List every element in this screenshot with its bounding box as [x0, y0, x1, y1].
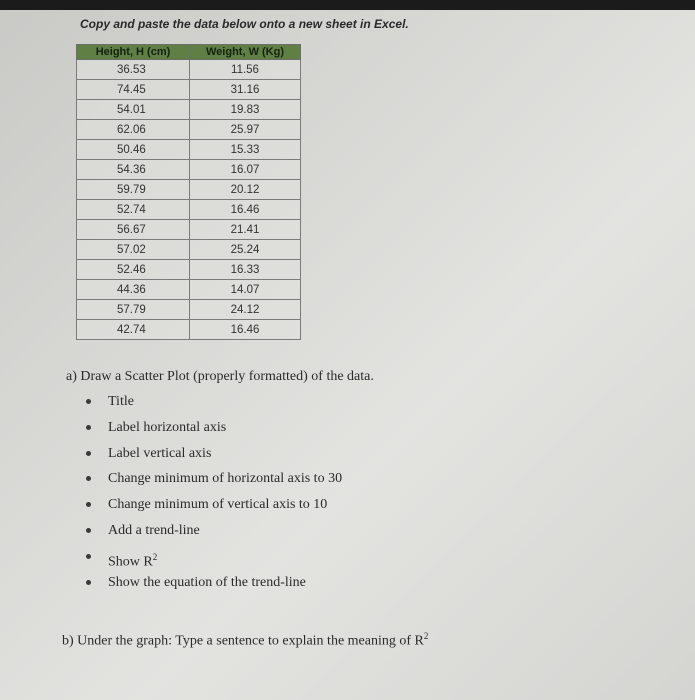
height-cell: 54.36	[77, 160, 190, 180]
table-row	[77, 180, 301, 200]
table-row	[77, 260, 301, 280]
height-cell: 62.06	[77, 120, 190, 140]
height-column-header: Height, H (cm)	[77, 45, 190, 60]
weight-cell: 19.83	[190, 100, 301, 120]
bullet-icon	[86, 554, 91, 559]
height-cell: 44.36	[77, 280, 190, 300]
height-cell: 52.74	[77, 200, 190, 220]
task-text: Change minimum of vertical axis to 10	[108, 497, 328, 513]
height-cell: 36.53	[77, 60, 190, 80]
weight-cell: 14.07	[190, 280, 301, 300]
bullet-icon	[86, 528, 91, 533]
height-cell: 59.79	[77, 180, 190, 200]
table-row	[77, 320, 301, 340]
task-item	[86, 521, 342, 547]
weight-cell: 15.33	[190, 140, 301, 160]
question-b-text: b) Under the graph: Type a sentence to explain the meaning of R	[62, 633, 424, 649]
height-cell: 52.46	[77, 260, 190, 280]
table-header-row	[77, 45, 301, 60]
table-body	[77, 60, 301, 340]
weight-cell: 21.41	[190, 220, 301, 240]
question-b-superscript: 2	[423, 631, 429, 641]
task-text: Label vertical axis	[108, 445, 212, 461]
table-row	[77, 220, 301, 240]
task-superscript: 2	[152, 551, 158, 562]
task-item	[86, 495, 342, 521]
height-cell: 42.74	[77, 320, 190, 340]
task-item	[86, 392, 342, 418]
weight-cell: 25.97	[190, 120, 301, 140]
table-row	[77, 240, 301, 260]
task-item	[86, 469, 342, 495]
weight-cell: 31.16	[190, 80, 301, 100]
weight-cell: 11.56	[190, 60, 301, 80]
table-row	[77, 300, 301, 320]
bullet-icon	[86, 502, 91, 507]
weight-cell: 25.24	[190, 240, 301, 260]
table-row	[77, 280, 301, 300]
task-text: Add a trend-line	[108, 522, 200, 538]
question-b	[62, 631, 428, 650]
weight-column-header: Weight, W (Kg)	[190, 45, 301, 60]
task-item	[86, 573, 342, 599]
weight-cell: 20.12	[190, 180, 301, 200]
bullet-icon	[86, 451, 91, 456]
weight-cell: 16.46	[190, 200, 301, 220]
weight-cell: 16.46	[190, 320, 301, 340]
bullet-icon	[86, 425, 91, 430]
task-text: Show the equation of the trend-line	[108, 574, 306, 590]
instruction-text: Copy and paste the data below onto a new sheet in Excel.	[80, 17, 409, 31]
task-item	[86, 418, 342, 444]
task-item	[86, 547, 342, 573]
bullet-icon	[86, 580, 91, 585]
height-cell: 57.02	[77, 240, 190, 260]
data-table	[76, 44, 301, 340]
table-row	[77, 160, 301, 180]
task-list	[86, 392, 342, 598]
bullet-icon	[86, 476, 91, 481]
task-item	[86, 444, 342, 470]
height-cell: 74.45	[77, 80, 190, 100]
question-a: a) Draw a Scatter Plot (properly formatted) of the data.	[66, 369, 374, 384]
table-row	[77, 60, 301, 80]
task-text: Label horizontal axis	[108, 419, 227, 435]
task-text: Title	[108, 394, 134, 409]
table-row	[77, 80, 301, 100]
task-text: Show R	[108, 554, 153, 570]
height-cell: 50.46	[77, 140, 190, 160]
table-row	[77, 140, 301, 160]
weight-cell: 16.07	[190, 160, 301, 180]
table-row	[77, 120, 301, 140]
weight-cell: 16.33	[190, 260, 301, 280]
table-row	[77, 200, 301, 220]
height-cell: 56.67	[77, 220, 190, 240]
height-cell: 54.01	[77, 100, 190, 120]
bullet-icon	[86, 399, 91, 404]
weight-cell: 24.12	[190, 300, 301, 320]
table-row	[77, 100, 301, 120]
height-cell: 57.79	[77, 300, 190, 320]
top-bar	[0, 0, 695, 10]
task-text: Change minimum of horizontal axis to 30	[108, 471, 343, 487]
